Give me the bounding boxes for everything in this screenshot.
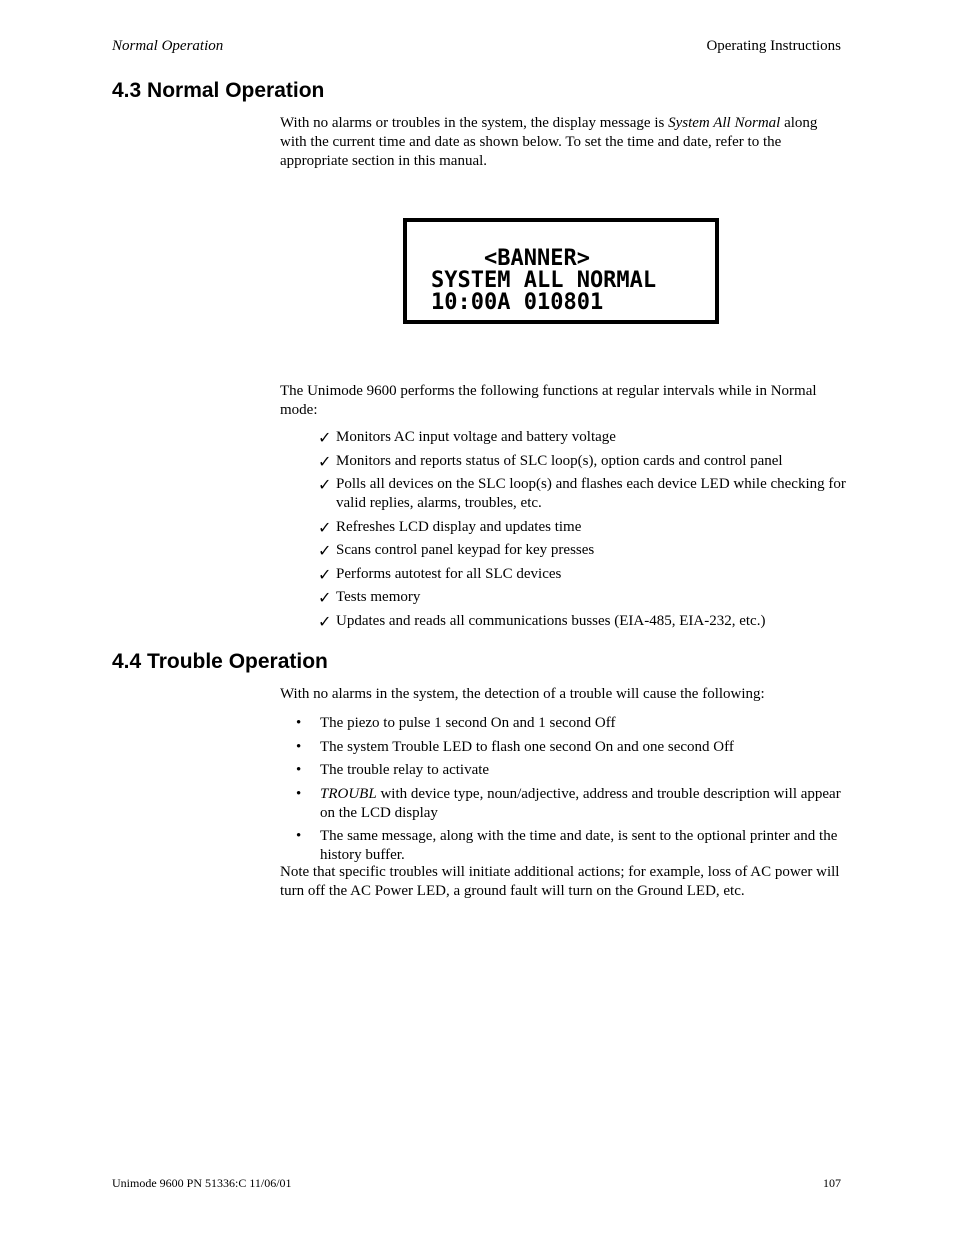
page-number: 107: [823, 1176, 841, 1190]
bullet-icon: •: [296, 785, 302, 802]
section-heading-trouble-operation: 4.4 Trouble Operation: [112, 650, 328, 673]
bullet-icon: •: [296, 715, 302, 731]
troubl-keyword: TROUBL: [320, 785, 377, 802]
list-item-text: Performs autotest for all SLC devices: [336, 565, 562, 582]
normal-operation-intro: [280, 114, 845, 171]
list-item: [296, 827, 841, 865]
list-item: [318, 452, 848, 471]
list-item: [318, 565, 848, 584]
list-item: [318, 518, 848, 537]
lcd-display: [403, 218, 719, 324]
list-item-text: The same message, along with the time and date, is sent to the optional printer and the history buffer.: [320, 828, 838, 863]
list-item: [296, 714, 841, 733]
functions-intro: The Unimode 9600 performs the following functions at regular intervals while in Normal mode:: [280, 383, 817, 418]
list-item-text: Tests memory: [336, 589, 421, 605]
section-heading-normal-operation: 4.3 Normal Operation: [112, 79, 325, 102]
list-item-text: Refreshes LCD display and updates time: [336, 518, 582, 535]
list-item: [318, 428, 848, 447]
intro-text-a: With no alarms or troubles in the system, the display message is: [280, 115, 669, 131]
list-item-text: Polls all devices on the SLC loop(s) and flashes each device LED while checking for valid replies, alarms, troubles, etc.: [336, 476, 846, 511]
checkmark-icon: ✓: [318, 564, 332, 584]
list-item: [318, 588, 848, 607]
running-header-right: Operating Instructions: [706, 38, 841, 54]
checkmark-icon: ✓: [318, 451, 332, 471]
list-item: [318, 475, 848, 513]
checkmark-icon: ✓: [318, 541, 332, 560]
list-item-text: Monitors AC input voltage and battery voltage: [336, 429, 616, 445]
checkmark-icon: ✓: [318, 475, 332, 494]
list-item-text: The piezo to pulse 1 second On and 1 second Off: [320, 715, 616, 731]
lcd-line-1: <BANNER>: [431, 246, 590, 271]
checkmark-icon: ✓: [318, 428, 332, 447]
trouble-note: Note that specific troubles will initiate additional actions; for example, loss of AC power will turn off the AC Power LED, a ground fault will turn on the Ground LED, etc.: [280, 864, 840, 899]
trouble-effects-list: [296, 714, 841, 870]
intro-text-italic: System All Normal: [668, 115, 781, 131]
functions-list: [318, 428, 848, 635]
list-item: [296, 785, 841, 823]
list-item-text: with device type, noun/adjective, address and trouble description will appear on the LCD display: [320, 785, 841, 821]
bullet-icon: •: [296, 762, 302, 778]
list-item: [296, 761, 841, 780]
intro-text-b: along with the current time and date as shown below. To set the time and date, refer to the appropriate section in this manual.: [280, 115, 818, 169]
list-item-text: The system Trouble LED to flash one second On and one second Off: [320, 738, 734, 755]
checkmark-icon: ✓: [318, 611, 332, 631]
list-item-text: The trouble relay to activate: [320, 762, 490, 778]
footer-document-info: Unimode 9600 PN 51336:C 11/06/01: [112, 1176, 292, 1190]
checkmark-icon: ✓: [318, 517, 332, 537]
list-item: [318, 541, 848, 560]
running-header-left: Normal Operation: [112, 38, 224, 54]
trouble-intro: With no alarms in the system, the detection of a trouble will cause the following:: [280, 686, 765, 702]
lcd-line-2: SYSTEM ALL NORMAL: [431, 268, 657, 293]
list-item: [318, 612, 848, 631]
list-item-text: Updates and reads all communications busses (EIA-485, EIA-232, etc.): [336, 612, 766, 629]
list-item: [296, 738, 841, 757]
bullet-icon: •: [296, 828, 302, 844]
list-item-text: Scans control panel keypad for key presses: [336, 542, 595, 558]
lcd-line-3: 10:00A 010801: [431, 290, 604, 315]
bullet-icon: •: [296, 738, 302, 755]
list-item-text: Monitors and reports status of SLC loop(s), option cards and control panel: [336, 452, 783, 469]
checkmark-icon: ✓: [318, 588, 332, 607]
